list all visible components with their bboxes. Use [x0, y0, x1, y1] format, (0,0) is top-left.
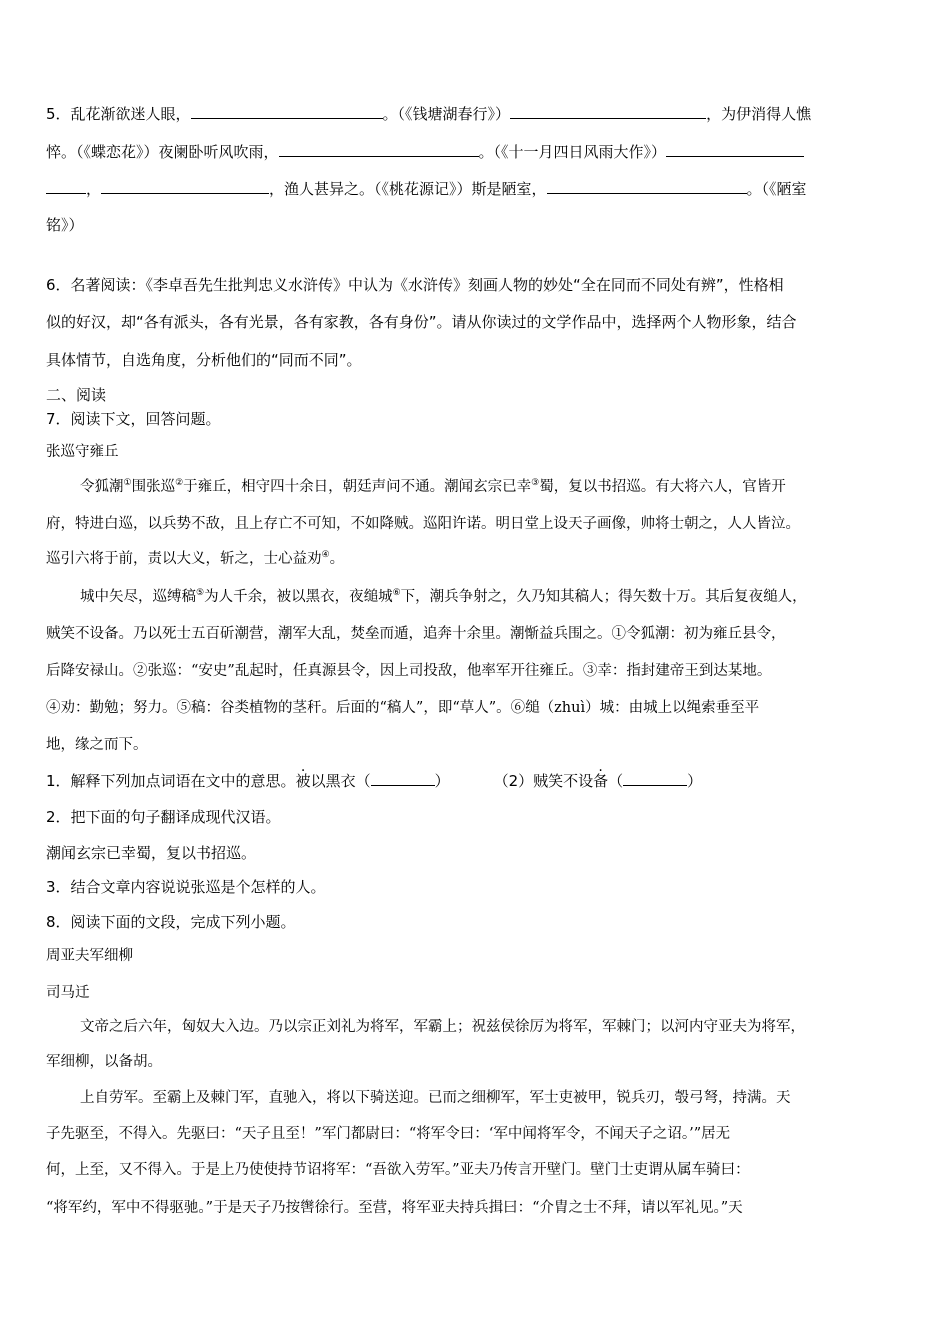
- dotted-word: 备: [593, 772, 609, 790]
- q7-p1-line-2: 府，特进白巡，以兵势不敌，且上存亡不可知，不如降贼。巡阳许诺。明日堂上设天子画像，帅将士朝之，人人皆泣。: [46, 516, 800, 532]
- answer-blank-1[interactable]: [371, 770, 435, 786]
- footnote-mark: ⑤: [196, 588, 205, 599]
- q5-blank-4b[interactable]: [46, 178, 86, 194]
- q7-subquestion-1: 1．解释下列加点词语在文中的意思。被以黑衣（ ） （2）贼笑不设备（ ）: [46, 772, 703, 790]
- q7-subquestion-3: 3．结合文章内容说说张巡是个怎样的人。: [46, 878, 326, 896]
- q8-p2-line-4: “将军约，军中不得驱驰。”于是天子乃按辔徐行。至营，将军亚夫持兵揖曰：“介胄之士不拜，请以军礼见。”天: [46, 1200, 743, 1216]
- q8-p2-line-2: 子先驱至，不得入。先驱曰：“天子且至！”军门都尉曰：“将军令曰：‘军中闻将军令，不闻天子之诏。’”居无: [46, 1126, 731, 1142]
- q5-blank-5[interactable]: [101, 178, 269, 194]
- footnote-mark: ⑥: [392, 588, 401, 599]
- q5-line-1: 5．乱花渐欲迷人眼， 。（《钱塘湖春行》） ，为伊消得人憔: [46, 105, 812, 123]
- q5-line-2: 悴。（《蝶恋花》）夜阑卧听风吹雨， 。（《十一月四日风雨大作》）: [46, 141, 804, 162]
- q5-blank-6[interactable]: [547, 178, 747, 194]
- q7-p2-line-5: 地，缘之而下。: [46, 737, 148, 753]
- footnote-mark: ③: [531, 478, 540, 489]
- q7-translate-sentence: 潮闻玄宗已幸蜀，复以书招巡。: [46, 844, 257, 862]
- q7-p2-line-1: 城中矢尽，巡缚稿⑤为人千余，被以黑衣，夜缒城⑥下，潮兵争射之，久乃知其稿人；得矢数十万。其后复夜缒人，: [80, 588, 807, 605]
- q6-line-3: 具体情节，自选角度，分析他们的“同而不同”。: [46, 351, 362, 369]
- q6-line-1: 6．名著阅读：《李卓吾先生批判忠义水浒传》中认为《水浒传》刻画人物的妙处“全在同而不同处有辨”，性格相: [46, 276, 784, 294]
- q8-p2-line-1: 上自劳军。至霸上及棘门军，直驰入，将以下骑送迎。已而之细柳军，军士吏被甲，锐兵刃，彀弓弩，持满。天: [80, 1090, 791, 1106]
- q7-p1-line-3: 巡引六将于前，责以大义，斩之，士心益劝④。: [46, 550, 345, 567]
- q7-p2-line-4: ④劝：勤勉；努力。⑤稿：谷类植物的茎秆。后面的“稿人”，即“草人”。⑥缒（zhuì）城：由城上以绳索垂至平: [46, 700, 760, 716]
- q7-passage-title: 张巡守雍丘: [46, 444, 119, 460]
- answer-blank-2[interactable]: [623, 770, 687, 786]
- q8-p1-line-2: 军细柳，以备胡。: [46, 1054, 162, 1070]
- footnote-mark: ①: [123, 478, 132, 489]
- q8-passage-title: 周亚夫军细柳: [46, 948, 133, 964]
- q8-p2-line-3: 何，上至，又不得入。于是上乃使使持节诏将军：“吾欲入劳军。”亚夫乃传言开壁门。壁门士吏谓从属车骑曰：: [46, 1162, 750, 1178]
- q5-line-4: 铭》）: [46, 216, 84, 234]
- q7-p2-line-2: 贼笑不设备。乃以死士五百斫潮营，潮军大乱，焚垒而遁，追奔十余里。潮惭益兵围之。①令狐潮：初为雍丘县令，: [46, 626, 786, 642]
- q7-subquestion-2: 2．把下面的句子翻译成现代汉语。: [46, 808, 281, 826]
- q5-blank-3[interactable]: [279, 141, 479, 157]
- section-heading: 二、阅读: [46, 386, 107, 404]
- q5-blank-1[interactable]: [191, 103, 383, 119]
- q5-line-3: ， ，渔人甚异之。（《桃花源记》）斯是陋室， 。（《陋室: [46, 178, 807, 199]
- q5-blank-2[interactable]: [510, 103, 706, 119]
- q8-p1-line-1: 文帝之后六年，匈奴大入边。乃以宗正刘礼为将军，军霸上；祝兹侯徐厉为将军，军棘门；以河内守亚夫为将军，: [80, 1019, 805, 1035]
- q8-author: 司马迁: [46, 985, 90, 1001]
- q6-line-2: 似的好汉，却“各有派头，各有光景，各有家教，各有身份”。请从你读过的文学作品中，选择两个人物形象，结合: [46, 313, 797, 331]
- q5-blank-4a[interactable]: [666, 141, 804, 157]
- dotted-word: 被: [295, 772, 311, 790]
- q8-intro: 8．阅读下面的文段，完成下列小题。: [46, 913, 296, 931]
- q7-p1-line-1: 令狐潮①围张巡②于雍丘，相守四十余日，朝廷声问不通。潮闻玄宗已幸③蜀，复以书招巡。有大将六人，官皆开: [80, 478, 786, 495]
- footnote-mark: ④: [321, 550, 330, 561]
- footnote-mark: ②: [175, 478, 184, 489]
- q7-intro: 7．阅读下文，回答问题。: [46, 410, 221, 428]
- q7-p2-line-3: 后降安禄山。②张巡：“安史”乱起时，任真源县令，因上司投敌，他率军开往雍丘。③幸：指封建帝王到达某地。: [46, 663, 772, 679]
